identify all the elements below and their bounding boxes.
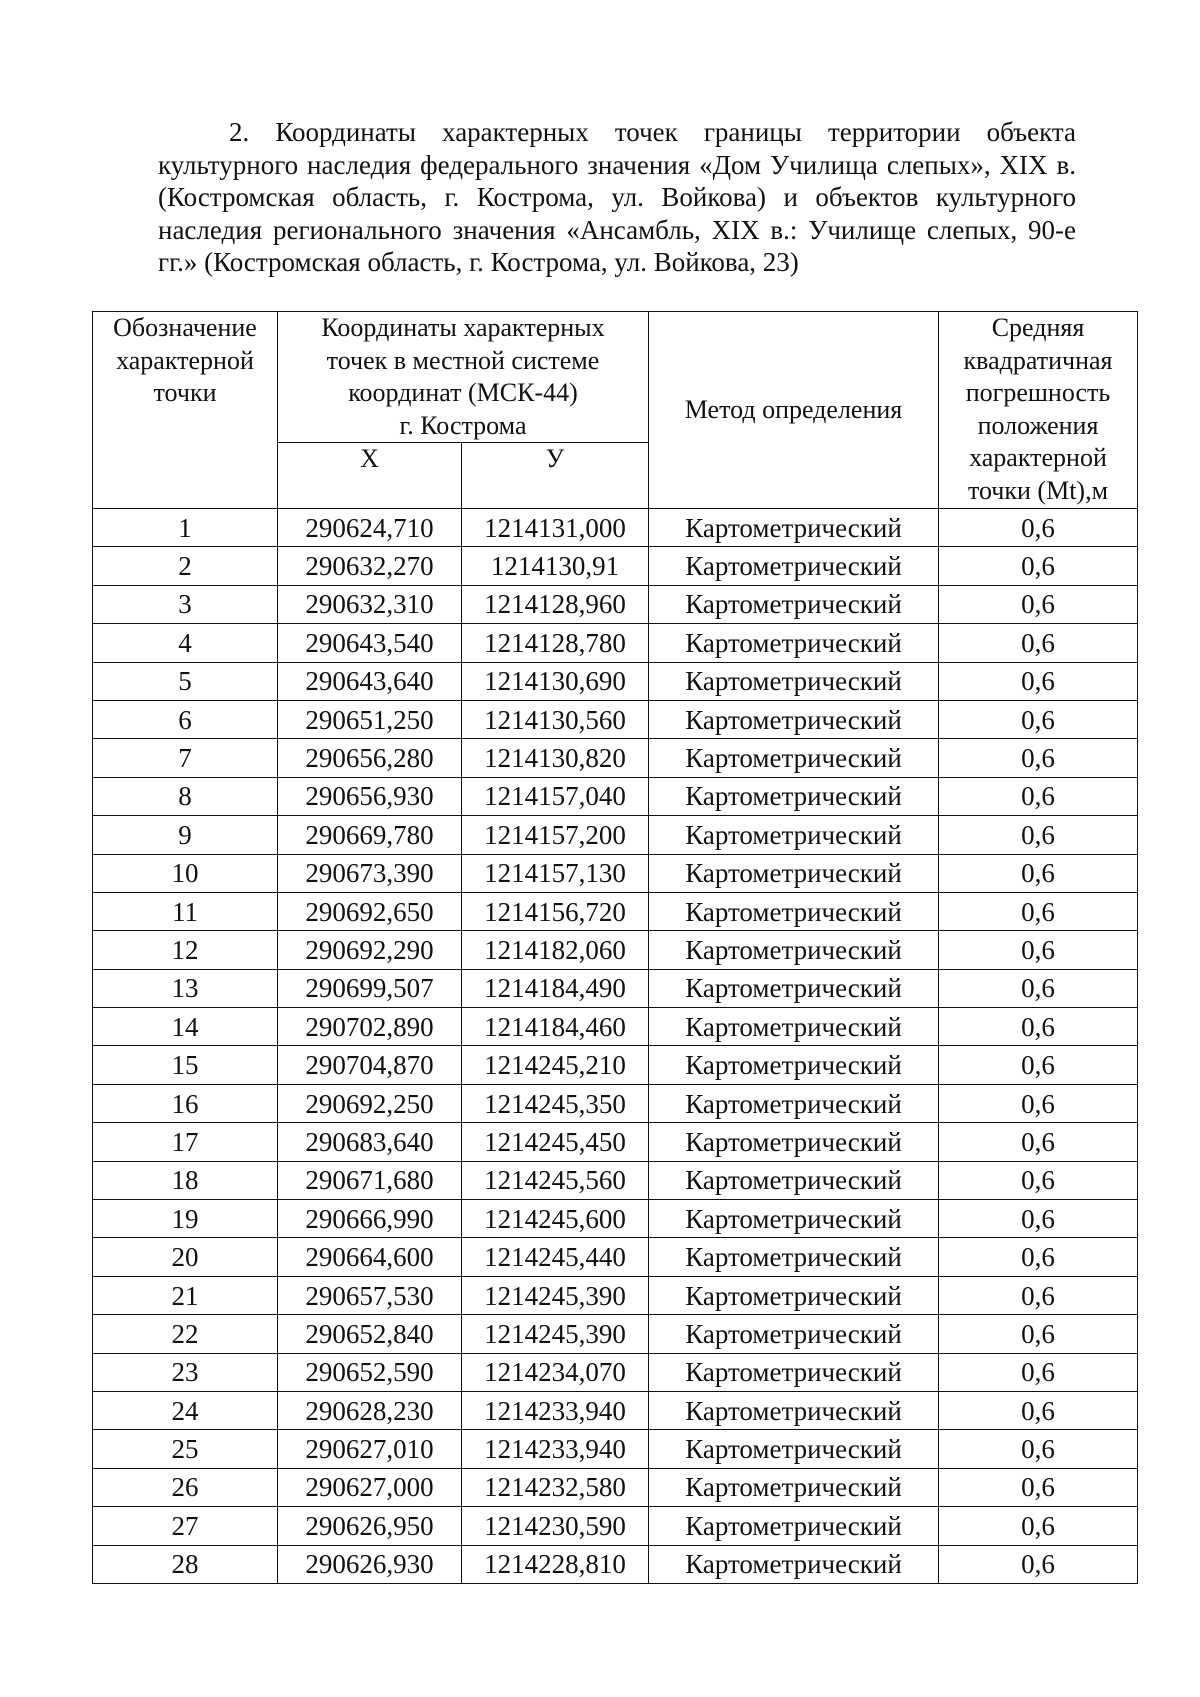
table-row (93, 777, 1138, 815)
cell-method: Картометрический (649, 892, 939, 930)
header-method: Метод определения (649, 312, 939, 509)
cell-error: 0,6 (939, 509, 1138, 547)
cell-x: 290656,280 (278, 739, 462, 777)
cell-point: 18 (93, 1161, 278, 1199)
table-row (93, 1276, 1138, 1314)
cell-point: 6 (93, 700, 278, 738)
cell-method: Картометрический (649, 1315, 939, 1353)
cell-point: 3 (93, 585, 278, 623)
cell-y: 1214245,390 (462, 1276, 649, 1314)
cell-error: 0,6 (939, 1200, 1138, 1238)
cell-error: 0,6 (939, 739, 1138, 777)
cell-error: 0,6 (939, 662, 1138, 700)
cell-error: 0,6 (939, 854, 1138, 892)
cell-point: 14 (93, 1008, 278, 1046)
table-body (93, 509, 1138, 1584)
cell-y: 1214245,560 (462, 1161, 649, 1199)
cell-x: 290627,010 (278, 1430, 462, 1468)
header-error: Средняя квадратичная погрешность положения характерной точки (Mt),м (939, 312, 1138, 509)
cell-y: 1214230,590 (462, 1507, 649, 1545)
table-row (93, 585, 1138, 623)
cell-y: 1214245,350 (462, 1084, 649, 1122)
cell-y: 1214128,780 (462, 624, 649, 662)
table-row (93, 1046, 1138, 1084)
cell-y: 1214157,130 (462, 854, 649, 892)
cell-error: 0,6 (939, 1315, 1138, 1353)
cell-x: 290671,680 (278, 1161, 462, 1199)
cell-x: 290657,530 (278, 1276, 462, 1314)
cell-x: 290626,950 (278, 1507, 462, 1545)
cell-x: 290652,840 (278, 1315, 462, 1353)
cell-method: Картометрический (649, 662, 939, 700)
cell-point: 10 (93, 854, 278, 892)
cell-x: 290651,250 (278, 700, 462, 738)
table-row (93, 854, 1138, 892)
cell-y: 1214234,070 (462, 1353, 649, 1391)
table-row (93, 816, 1138, 854)
table-row (93, 547, 1138, 585)
cell-point: 27 (93, 1507, 278, 1545)
cell-point: 25 (93, 1430, 278, 1468)
cell-point: 23 (93, 1353, 278, 1391)
table-row (93, 1161, 1138, 1199)
cell-method: Картометрический (649, 1123, 939, 1161)
cell-error: 0,6 (939, 547, 1138, 585)
cell-error: 0,6 (939, 777, 1138, 815)
header-y: У (462, 443, 649, 509)
cell-x: 290652,590 (278, 1353, 462, 1391)
table-row (93, 1123, 1138, 1161)
cell-method: Картометрический (649, 1391, 939, 1429)
cell-y: 1214130,820 (462, 739, 649, 777)
header-coordinates: Координаты характерных точек в местной системе координат (МСК-44) г. Кострома (278, 312, 649, 443)
cell-error: 0,6 (939, 1008, 1138, 1046)
cell-y: 1214245,600 (462, 1200, 649, 1238)
cell-x: 290656,930 (278, 777, 462, 815)
cell-method: Картометрический (649, 739, 939, 777)
cell-point: 21 (93, 1276, 278, 1314)
cell-x: 290632,270 (278, 547, 462, 585)
cell-x: 290673,390 (278, 854, 462, 892)
cell-error: 0,6 (939, 1430, 1138, 1468)
cell-y: 1214130,560 (462, 700, 649, 738)
cell-y: 1214228,810 (462, 1545, 649, 1583)
table-row (93, 1084, 1138, 1122)
cell-point: 11 (93, 892, 278, 930)
cell-method: Картометрический (649, 1046, 939, 1084)
table-row (93, 1238, 1138, 1276)
cell-method: Картометрический (649, 624, 939, 662)
cell-method: Картометрический (649, 854, 939, 892)
cell-error: 0,6 (939, 1123, 1138, 1161)
cell-x: 290699,507 (278, 969, 462, 1007)
cell-point: 19 (93, 1200, 278, 1238)
cell-point: 26 (93, 1468, 278, 1506)
cell-x: 290628,230 (278, 1391, 462, 1429)
cell-error: 0,6 (939, 1507, 1138, 1545)
table-row (93, 969, 1138, 1007)
cell-y: 1214130,690 (462, 662, 649, 700)
cell-error: 0,6 (939, 624, 1138, 662)
cell-point: 1 (93, 509, 278, 547)
cell-method: Картометрический (649, 777, 939, 815)
cell-error: 0,6 (939, 1238, 1138, 1276)
cell-method: Картометрический (649, 700, 939, 738)
table-row (93, 1545, 1138, 1583)
table-row (93, 1430, 1138, 1468)
cell-y: 1214245,440 (462, 1238, 649, 1276)
cell-y: 1214184,460 (462, 1008, 649, 1046)
cell-error: 0,6 (939, 1353, 1138, 1391)
cell-x: 290626,930 (278, 1545, 462, 1583)
cell-x: 290692,290 (278, 931, 462, 969)
cell-point: 17 (93, 1123, 278, 1161)
cell-point: 16 (93, 1084, 278, 1122)
cell-x: 290643,640 (278, 662, 462, 700)
cell-point: 9 (93, 816, 278, 854)
cell-method: Картометрический (649, 1507, 939, 1545)
table-row (93, 1468, 1138, 1506)
table-row (93, 1391, 1138, 1429)
cell-method: Картометрический (649, 1468, 939, 1506)
cell-point: 12 (93, 931, 278, 969)
table-row (93, 509, 1138, 547)
cell-y: 1214184,490 (462, 969, 649, 1007)
cell-method: Картометрический (649, 547, 939, 585)
cell-point: 7 (93, 739, 278, 777)
intro-paragraph: 2. Координаты характерных точек границы территории объекта культурного наследия федерального значения «Дом Училища слепых», XIX в. (Костромская область, г. Кострома, ул. Войкова) и объектов культурного наследия регионального значения «Ансамбль, XIX в.: Училище слепых, 90-е гг.» (Костромская область, г. Кострома, ул. Войкова, 23) (158, 117, 1076, 277)
table-row (93, 624, 1138, 662)
cell-y: 1214233,940 (462, 1391, 649, 1429)
cell-point: 20 (93, 1238, 278, 1276)
cell-method: Картометрический (649, 969, 939, 1007)
cell-point: 8 (93, 777, 278, 815)
cell-point: 15 (93, 1046, 278, 1084)
cell-error: 0,6 (939, 1545, 1138, 1583)
cell-y: 1214245,390 (462, 1315, 649, 1353)
table-row (93, 931, 1138, 969)
cell-x: 290666,990 (278, 1200, 462, 1238)
table-row (93, 1008, 1138, 1046)
cell-y: 1214245,450 (462, 1123, 649, 1161)
table-row (93, 1353, 1138, 1391)
cell-x: 290643,540 (278, 624, 462, 662)
table-row (93, 739, 1138, 777)
cell-x: 290664,600 (278, 1238, 462, 1276)
cell-method: Картометрический (649, 1238, 939, 1276)
cell-point: 5 (93, 662, 278, 700)
cell-x: 290627,000 (278, 1468, 462, 1506)
table-row (93, 700, 1138, 738)
cell-point: 13 (93, 969, 278, 1007)
cell-error: 0,6 (939, 892, 1138, 930)
header-x: X (278, 443, 462, 509)
table-row (93, 1507, 1138, 1545)
cell-error: 0,6 (939, 816, 1138, 854)
cell-x: 290704,870 (278, 1046, 462, 1084)
cell-method: Картометрический (649, 931, 939, 969)
cell-x: 290683,640 (278, 1123, 462, 1161)
cell-method: Картометрический (649, 1200, 939, 1238)
cell-method: Картометрический (649, 1545, 939, 1583)
cell-x: 290669,780 (278, 816, 462, 854)
cell-error: 0,6 (939, 1468, 1138, 1506)
cell-point: 22 (93, 1315, 278, 1353)
cell-method: Картометрический (649, 1008, 939, 1046)
cell-error: 0,6 (939, 700, 1138, 738)
cell-y: 1214131,000 (462, 509, 649, 547)
cell-y: 1214130,91 (462, 547, 649, 585)
cell-error: 0,6 (939, 931, 1138, 969)
cell-x: 290692,250 (278, 1084, 462, 1122)
cell-x: 290624,710 (278, 509, 462, 547)
cell-method: Картометрический (649, 1161, 939, 1199)
cell-method: Картометрический (649, 585, 939, 623)
cell-error: 0,6 (939, 969, 1138, 1007)
cell-method: Картометрический (649, 1276, 939, 1314)
cell-y: 1214157,200 (462, 816, 649, 854)
cell-y: 1214157,040 (462, 777, 649, 815)
cell-method: Картометрический (649, 816, 939, 854)
cell-y: 1214182,060 (462, 931, 649, 969)
table-row (93, 892, 1138, 930)
cell-error: 0,6 (939, 1046, 1138, 1084)
cell-point: 24 (93, 1391, 278, 1429)
cell-method: Картометрический (649, 1353, 939, 1391)
cell-error: 0,6 (939, 1391, 1138, 1429)
cell-y: 1214128,960 (462, 585, 649, 623)
cell-point: 28 (93, 1545, 278, 1583)
header-point: Обозначение характерной точки (93, 312, 278, 509)
table-row (93, 662, 1138, 700)
cell-error: 0,6 (939, 585, 1138, 623)
cell-point: 4 (93, 624, 278, 662)
cell-method: Картометрический (649, 509, 939, 547)
cell-method: Картометрический (649, 1084, 939, 1122)
cell-y: 1214245,210 (462, 1046, 649, 1084)
cell-y: 1214232,580 (462, 1468, 649, 1506)
cell-error: 0,6 (939, 1161, 1138, 1199)
table-row (93, 1315, 1138, 1353)
table-row (93, 1200, 1138, 1238)
cell-error: 0,6 (939, 1084, 1138, 1122)
coordinates-table (92, 311, 1138, 1584)
cell-x: 290632,310 (278, 585, 462, 623)
cell-y: 1214233,940 (462, 1430, 649, 1468)
cell-x: 290702,890 (278, 1008, 462, 1046)
table-header (93, 312, 1138, 509)
cell-method: Картометрический (649, 1430, 939, 1468)
cell-x: 290692,650 (278, 892, 462, 930)
cell-error: 0,6 (939, 1276, 1138, 1314)
cell-y: 1214156,720 (462, 892, 649, 930)
cell-point: 2 (93, 547, 278, 585)
